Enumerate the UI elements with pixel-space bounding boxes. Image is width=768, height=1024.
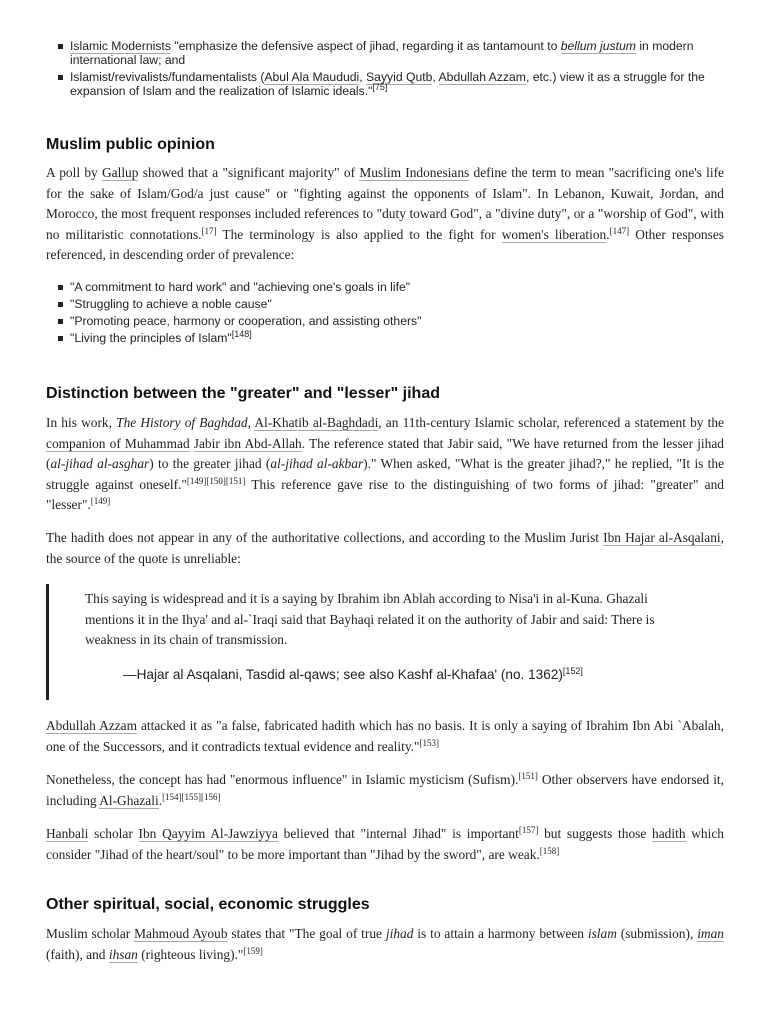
citation-17[interactable]: [17] — [201, 225, 217, 236]
link-ibn-hajar-al-asqalani[interactable]: Ibn Hajar al-Asqalani — [603, 530, 721, 545]
link-al-ghazali[interactable]: Al-Ghazali — [99, 792, 159, 808]
paragraph-azzam: Abdullah Azzam attacked it as "a false, fabricated hadith which has no basis. It is only a saying of Ibrahim Ibn Abi `Abalah, one of the Successors, and it contradicts textual evidence and reality."[153] — [46, 718, 724, 754]
citation-147[interactable]: [147] — [609, 225, 630, 236]
section-heading-greater-lesser: Distinction between the "greater" and "lesser" jihad — [46, 385, 440, 402]
link-sayyid-qutb[interactable]: Sayyid Qutb — [366, 70, 433, 84]
link-hanbali[interactable]: Hanbali — [46, 826, 89, 841]
citation-157[interactable]: [157] — [518, 825, 539, 835]
link-gallup[interactable]: Gallup — [102, 165, 139, 180]
paragraph-sufism: Nonetheless, the concept has had "enormous influence" in Islamic mysticism (Sufism).[151] Other observers have endorsed it, including Al-Ghazali.[154][155][156] — [46, 771, 724, 808]
link-ihsan[interactable]: ihsan — [108, 946, 138, 962]
list-item: Islamist/revivalists/fundamentalists (Abul Ala Maududi, Sayyid Qutb, Abdullah Azzam, etc.) view it as a struggle for the expansion of Islam and the realization of Islamic ideals."[75] — [46, 70, 726, 98]
citation-149-150-151[interactable]: [149][150][151] — [186, 475, 246, 486]
paragraph-hadith-unreliable: The hadith does not appear in any of the authoritative collections, and according to the Muslim Jurist Ibn Hajar al-Asqalani, the source of the quote is unreliable: — [46, 530, 724, 566]
blockquote-bar — [46, 584, 49, 700]
citation-152[interactable]: [152] — [562, 666, 583, 676]
paragraph-ibn-qayyim: Hanbali scholar Ibn Qayyim Al-Jawziyya believed that "internal Jihad" is important[157] but suggests those hadith which consider "Jihad of the heart/soul" to be more important than "Jihad by the sword", are weak.[158] — [46, 825, 724, 862]
link-bellum-justum[interactable]: bellum justum — [560, 39, 636, 53]
link-abdullah-azzam[interactable]: Abdullah Azzam — [438, 70, 526, 84]
link-iman[interactable]: iman — [697, 926, 724, 941]
list-item: "Struggling to achieve a noble cause" — [46, 297, 726, 311]
citation-149[interactable]: [149] — [90, 496, 111, 507]
link-islamic-modernists[interactable]: Islamic Modernists — [70, 39, 171, 53]
link-mahmoud-ayoub[interactable]: Mahmoud Ayoub — [134, 926, 228, 941]
list-item: "A commitment to hard work" and "achieving one's goals in life" — [46, 280, 726, 294]
paragraph-ayoub: Muslim scholar Mahmoud Ayoub states that "The goal of true jihad is to attain a harmony between islam (submission), iman (faith), and ihsan (righteous living)."[159] — [46, 926, 724, 962]
link-ibn-qayyim-al-jawziyya[interactable]: Ibn Qayyim Al-Jawziyya — [138, 826, 278, 841]
blockquote-citation: —Hajar al Asqalani, Tasdid al-qaws; see also Kashf al-Khafaa' (no. 1362)[152] — [123, 666, 583, 682]
link-al-khatib-al-baghdadi[interactable]: Al-Khatib al-Baghdadi — [254, 415, 379, 430]
top-bullet-list — [46, 39, 726, 101]
link-abdullah-azzam-2[interactable]: Abdullah Azzam — [46, 718, 137, 733]
citation-75[interactable]: [75] — [372, 82, 388, 92]
link-abul-ala-maududi[interactable]: Abul Ala Maududi — [264, 70, 360, 84]
list-item: "Promoting peace, harmony or cooperation, and assisting others" — [46, 314, 726, 328]
link-jabir-ibn-abd-allah[interactable]: Jabir ibn Abd-Allah — [193, 435, 302, 451]
list-item: "Living the principles of Islam"[148] — [46, 331, 726, 345]
paragraph-history-of-baghdad: In his work, The History of Baghdad, Al-Khatib al-Baghdadi, an 11th-century Islamic scholar, referenced a statement by the companion of Muhammad Jabir ibn Abd-Allah. The reference stated that Jabir said, "We have returned from the lesser jihad (al-jihad al-asghar) to the greater jihad (al-jihad al-akbar)." When asked, "What is the greater jihad?," he replied, "It is the struggle against oneself."[149][150][151] This reference gave rise to the distinguishing of two forms of jihad: "greater" and "lesser".[149] — [46, 415, 725, 513]
section-heading-other-struggles: Other spiritual, social, economic struggles — [46, 896, 370, 913]
citation-158[interactable]: [158] — [539, 845, 560, 856]
citation-154-155-156[interactable]: [154][155][156] — [162, 791, 221, 802]
link-womens-liberation[interactable]: women's liberation — [501, 226, 607, 242]
prevalence-list — [46, 280, 726, 348]
citation-151[interactable]: [151] — [518, 771, 538, 781]
link-companion-of-muhammad[interactable]: companion of Muhammad — [46, 435, 190, 451]
link-muslim-indonesians[interactable]: Muslim Indonesians — [359, 165, 470, 180]
citation-153[interactable]: [153] — [419, 737, 439, 748]
section-heading-public-opinion: Muslim public opinion — [46, 136, 215, 153]
citation-148[interactable]: [148] — [231, 329, 252, 339]
blockquote-text: This saying is widespread and it is a saying by Ibrahim ibn Ablah according to Nisa'i in al-Kuna. Ghazali mentions it in the Ihya' and al-`Iraqi said that Bayhaqi related it on the authority of Jabir and said: There is weakness in its chain of transmission. — [85, 591, 655, 648]
list-item: Islamic Modernists "emphasize the defensive aspect of jihad, regarding it as tantamount to bellum justum in modern international law; and — [46, 39, 726, 67]
paragraph-poll: A poll by Gallup showed that a "significant majority" of Muslim Indonesians define the term to mean "sacrificing one's life for the sake of Islam/God/a just cause" or "fighting against the opponents of Islam". In Lebanon, Kuwait, Jordan, and Morocco, the most frequent responses included references to "duty toward God", a "divine duty", or a "worship of God", with no militaristic connotations.[17] The terminology is also applied to the fight for women's liberation.[147] Other responses referenced, in descending order of prevalence: — [46, 165, 725, 263]
citation-159[interactable]: [159] — [243, 945, 263, 956]
link-hadith[interactable]: hadith — [652, 826, 686, 841]
